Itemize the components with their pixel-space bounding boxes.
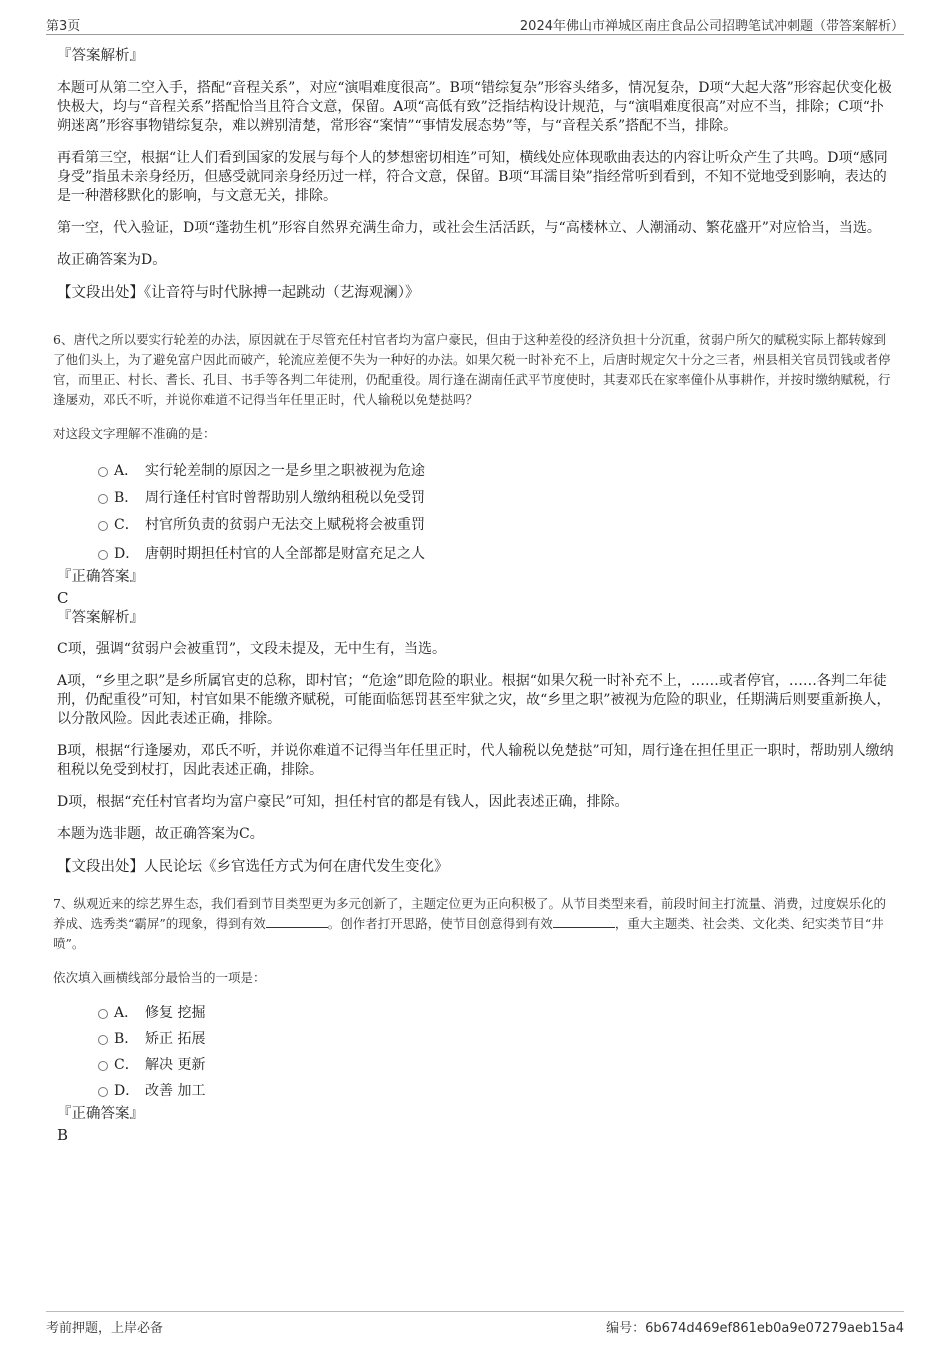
document-title: 2024年佛山市禅城区南庄食品公司招聘笔试冲刺题（带答案解析） <box>519 19 904 34</box>
option-text: 周行逢任村官时曾帮助别人缴纳租税以免受罚 <box>145 490 425 506</box>
option-text: 村官所负责的贫弱户无法交上赋税将会被重罚 <box>145 517 425 533</box>
option-text: 唐朝时期担任村官的人全部都是财富充足之人 <box>145 546 425 562</box>
option-b[interactable] <box>57 1024 897 1050</box>
document-id: 编号：6b674d469ef861eb0a9e07279aeb15a4 <box>606 1321 904 1336</box>
option-letter: B． <box>114 490 139 506</box>
question-7-prompt: 依次填入画横线部分最恰当的一项是： <box>53 970 266 985</box>
source-text: 人民论坛《乡官选任方式为何在唐代发生变化》 <box>144 859 449 875</box>
page-header <box>46 12 904 35</box>
radio-icon[interactable] <box>98 1087 108 1097</box>
option-letter: D． <box>114 546 140 562</box>
question-text-part: 7、纵观近来的综艺界生态，我们看到节目类型更为多元创新了，主题定位更为正向积极了。从节目类型来看，前段时间主打流量、消费，过度娱乐化的养成、选秀类“霸屏”的现象，得到有效 <box>53 896 886 931</box>
option-text: 实行轮差制的原因之一是乡里之职被视为危途 <box>145 463 425 479</box>
analysis-paragraph: 本题可从第二空入手，搭配“音程关系”，对应“演唱难度很高”。B项“错综复杂”形容头绪多，情况复杂，D项“大起大落”形容起伏变化极快极大，均与“音程关系”搭配恰当且符合文意，保留。A项“高低有致”泛指结构设计规范，与“演唱难度很高”对应不当，排除；C项“扑朔迷离”形容事物错综复杂，难以辨别清楚，常形容“案情”“事情发展态势”等，与“音程关系”搭配不当，排除。 <box>57 80 892 134</box>
fill-blank <box>553 915 615 928</box>
radio-icon[interactable] <box>98 1061 108 1071</box>
analysis-paragraph: 故正确答案为D。 <box>57 252 167 268</box>
footer-slogan: 考前押题，上岸必备 <box>46 1321 164 1336</box>
source-label: 【文段出处】 <box>57 285 144 301</box>
question-7-options <box>57 998 897 1102</box>
document-body <box>53 44 897 1145</box>
analysis-tag: 『答案解析』 <box>57 48 144 64</box>
option-a[interactable] <box>57 456 897 483</box>
option-letter: D． <box>114 1083 140 1099</box>
option-d[interactable] <box>57 539 897 567</box>
question-6-text: 6、唐代之所以要实行轮差的办法，原因就在于尽管充任村官者均为富户豪民，但由于这种差役的经济负担十分沉重，贫弱户所欠的赋税实际上都转嫁到了他们头上，为了避免富户因此而破产，轮流应差便不失为一种好的办法。如果欠税一时补充不上，后唐时规定欠十分之三者，州县相关官员罚钱或者停官，而里正、村长、耆长、孔目、书手等各判二年徒刑，仍配重役。周行逢在湖南任武平节度使时，其妻邓氏在家率僮仆从事耕作，并按时缴纳赋税，行逢屡劝，邓氏不听，并说你难道不记得当年任里正时，代人输税以免楚挞吗？ <box>53 332 891 407</box>
radio-icon[interactable] <box>98 494 108 504</box>
option-letter: B． <box>114 1031 139 1047</box>
option-b[interactable] <box>57 483 897 510</box>
page-footer <box>46 1311 904 1336</box>
radio-icon[interactable] <box>98 550 108 560</box>
source-citation <box>57 856 897 878</box>
option-letter: C． <box>114 517 139 533</box>
source-citation <box>57 282 897 304</box>
answer-tag: 『正确答案』 <box>57 1106 144 1122</box>
question-text-part: 。创作者打开思路，使节目创意得到有效 <box>327 916 553 931</box>
radio-icon[interactable] <box>98 467 108 477</box>
option-d[interactable] <box>57 1076 897 1102</box>
option-text: 修复 挖掘 <box>145 1005 206 1021</box>
analysis-paragraph: A项，“乡里之职”是乡所属官吏的总称，即村官；“危途”即危险的职业。根据“如果欠税一时补充不上，……或者停官，……各判二年徒刑，仍配重役”可知，村官如果不能缴齐赋税，可能面临惩罚甚至牢狱之灾，故“乡里之职”被视为危险的职业，任期满后则要重新换人，以分散风险。因此表述正确，排除。 <box>57 673 891 727</box>
analysis-paragraph: 第一空，代入验证，D项“蓬勃生机”形容自然界充满生命力，或社会生活活跃，与“高楼林立、人潮涌动、繁花盛开”对应恰当，当选。 <box>57 220 881 236</box>
radio-icon[interactable] <box>98 521 108 531</box>
question-text-part: ，重大主题类、社会类、文化类、纪实类节目“井喷”。 <box>53 916 884 951</box>
analysis-paragraph: 本题为选非题，故正确答案为C。 <box>57 826 264 842</box>
analysis-paragraph: 再看第三空，根据“让人们看到国家的发展与每个人的梦想密切相连”可知，横线处应体现歌曲表达的内容让听众产生了共鸣。D项“感同身受”指虽未亲身经历，但感受就同亲身经历过一样，符合文意，保留。B项“耳濡目染”指经常听到看到，不知不觉地受到影响，表达的是一种潜移默化的影响，与文意无关，排除。 <box>57 150 888 204</box>
analysis-paragraph: B项，根据“行逢屡劝，邓氏不听，并说你难道不记得当年任里正时，代人输税以免楚挞”可知，周行逢在担任里正一职时，帮助别人缴纳租税以免受到杖打，因此表述正确，排除。 <box>57 743 894 778</box>
question-6-prompt: 对这段文字理解不准确的是： <box>53 426 216 441</box>
answer-tag: 『正确答案』 <box>57 569 144 585</box>
option-letter: C． <box>114 1057 139 1073</box>
radio-icon[interactable] <box>98 1009 108 1019</box>
option-c[interactable] <box>57 1050 897 1076</box>
source-label: 【文段出处】 <box>57 859 144 875</box>
option-letter: A． <box>114 463 139 479</box>
option-letter: A． <box>114 1005 139 1021</box>
source-text: 《让音符与时代脉搏一起跳动（艺海观澜）》 <box>144 285 420 301</box>
analysis-paragraph: D项，根据“充任村官者均为富户豪民”可知，担任村官的都是有钱人，因此表述正确，排除。 <box>57 794 629 810</box>
option-text: 矫正 拓展 <box>145 1031 206 1047</box>
correct-answer: C <box>57 589 69 607</box>
question-6-options <box>57 456 897 567</box>
fill-blank <box>266 915 328 928</box>
question-7-text <box>53 894 897 954</box>
correct-answer: B <box>57 1126 69 1144</box>
option-text: 解决 更新 <box>145 1057 206 1073</box>
option-c[interactable] <box>57 510 897 539</box>
analysis-paragraph: C项，强调“贫弱户会被重罚”，文段未提及，无中生有，当选。 <box>57 641 447 657</box>
page-number: 第3页 <box>46 19 81 34</box>
analysis-tag: 『答案解析』 <box>57 610 144 626</box>
option-a[interactable] <box>57 998 897 1024</box>
option-text: 改善 加工 <box>145 1083 206 1099</box>
radio-icon[interactable] <box>98 1035 108 1045</box>
